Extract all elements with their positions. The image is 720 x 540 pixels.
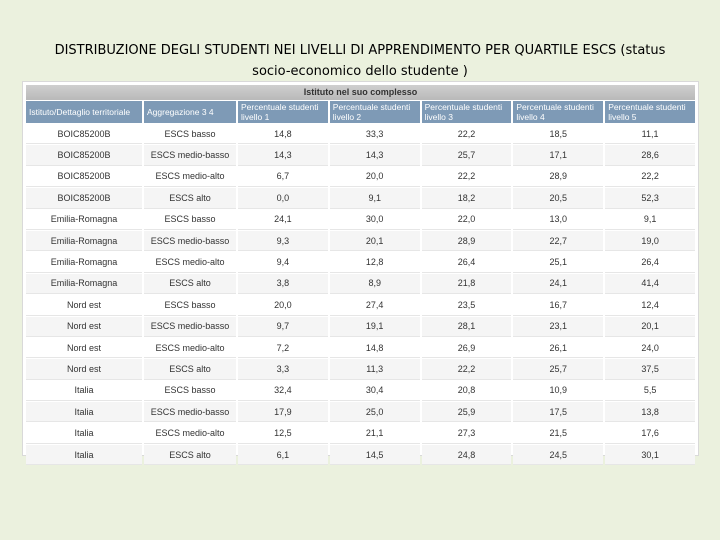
cell-livello-5: 52,3 — [605, 188, 695, 208]
cell-livello-3: 28,1 — [422, 317, 512, 337]
cell-territorio: Emilia-Romagna — [26, 231, 142, 251]
table-row — [26, 274, 695, 294]
table-row — [26, 402, 695, 422]
cell-livello-3: 23,5 — [422, 295, 512, 315]
column-header-livello-5: Percentuale studenti livello 5 — [605, 101, 695, 123]
cell-livello-2: 30,4 — [330, 381, 420, 401]
cell-livello-5: 37,5 — [605, 359, 695, 379]
cell-livello-1: 6,1 — [238, 445, 328, 465]
cell-livello-2: 33,3 — [330, 124, 420, 144]
cell-territorio: Italia — [26, 445, 142, 465]
cell-livello-3: 24,8 — [422, 445, 512, 465]
cell-livello-3: 22,2 — [422, 359, 512, 379]
table-row — [26, 359, 695, 379]
table-row — [26, 338, 695, 358]
cell-livello-4: 10,9 — [513, 381, 603, 401]
cell-livello-2: 9,1 — [330, 188, 420, 208]
cell-aggregazione: ESCS basso — [144, 295, 236, 315]
cell-territorio: BOIC85200B — [26, 188, 142, 208]
table-header-row — [26, 101, 695, 123]
column-header-livello-1: Percentuale studenti livello 1 — [238, 101, 328, 123]
cell-livello-2: 20,0 — [330, 167, 420, 187]
cell-livello-1: 3,8 — [238, 274, 328, 294]
cell-livello-1: 24,1 — [238, 210, 328, 230]
cell-territorio: Emilia-Romagna — [26, 210, 142, 230]
cell-livello-5: 24,0 — [605, 338, 695, 358]
cell-livello-4: 17,5 — [513, 402, 603, 422]
cell-livello-1: 14,3 — [238, 145, 328, 165]
cell-livello-3: 20,8 — [422, 381, 512, 401]
cell-livello-5: 30,1 — [605, 445, 695, 465]
cell-livello-1: 9,3 — [238, 231, 328, 251]
table-row — [26, 167, 695, 187]
cell-livello-3: 25,9 — [422, 402, 512, 422]
cell-livello-1: 12,5 — [238, 423, 328, 443]
cell-livello-2: 19,1 — [330, 317, 420, 337]
distribution-table — [24, 100, 697, 466]
cell-aggregazione: ESCS basso — [144, 124, 236, 144]
table-row — [26, 295, 695, 315]
cell-livello-5: 12,4 — [605, 295, 695, 315]
cell-territorio: Italia — [26, 381, 142, 401]
title-line-2: socio-economico dello studente ) — [252, 64, 468, 79]
cell-aggregazione: ESCS medio-basso — [144, 402, 236, 422]
cell-territorio: Nord est — [26, 338, 142, 358]
cell-aggregazione: ESCS alto — [144, 359, 236, 379]
cell-livello-5: 28,6 — [605, 145, 695, 165]
cell-livello-5: 13,8 — [605, 402, 695, 422]
cell-livello-4: 25,1 — [513, 252, 603, 272]
cell-territorio: BOIC85200B — [26, 124, 142, 144]
cell-livello-4: 28,9 — [513, 167, 603, 187]
table-row — [26, 145, 695, 165]
cell-aggregazione: ESCS alto — [144, 445, 236, 465]
cell-livello-1: 0,0 — [238, 188, 328, 208]
cell-aggregazione: ESCS medio-basso — [144, 231, 236, 251]
column-header-aggregazione: Aggregazione 3 4 — [144, 101, 236, 123]
cell-livello-4: 20,5 — [513, 188, 603, 208]
column-header-territorio: Istituto/Dettaglio territoriale — [26, 101, 142, 123]
cell-territorio: Italia — [26, 423, 142, 443]
cell-livello-3: 27,3 — [422, 423, 512, 443]
cell-livello-2: 14,5 — [330, 445, 420, 465]
cell-territorio: Nord est — [26, 295, 142, 315]
cell-livello-3: 22,2 — [422, 124, 512, 144]
cell-territorio: Emilia-Romagna — [26, 274, 142, 294]
cell-livello-2: 14,8 — [330, 338, 420, 358]
cell-livello-2: 30,0 — [330, 210, 420, 230]
group-header: Istituto nel suo complesso — [26, 85, 695, 100]
cell-livello-4: 24,5 — [513, 445, 603, 465]
cell-livello-3: 28,9 — [422, 231, 512, 251]
cell-aggregazione: ESCS basso — [144, 210, 236, 230]
cell-aggregazione: ESCS basso — [144, 381, 236, 401]
cell-livello-1: 17,9 — [238, 402, 328, 422]
cell-livello-4: 24,1 — [513, 274, 603, 294]
cell-territorio: Nord est — [26, 317, 142, 337]
cell-livello-1: 32,4 — [238, 381, 328, 401]
cell-aggregazione: ESCS medio-basso — [144, 317, 236, 337]
page-title — [20, 40, 700, 82]
cell-aggregazione: ESCS medio-alto — [144, 338, 236, 358]
cell-livello-2: 27,4 — [330, 295, 420, 315]
cell-aggregazione: ESCS medio-alto — [144, 423, 236, 443]
cell-livello-5: 5,5 — [605, 381, 695, 401]
cell-aggregazione: ESCS alto — [144, 188, 236, 208]
cell-livello-5: 26,4 — [605, 252, 695, 272]
cell-aggregazione: ESCS medio-basso — [144, 145, 236, 165]
cell-livello-4: 26,1 — [513, 338, 603, 358]
cell-livello-1: 9,4 — [238, 252, 328, 272]
cell-livello-3: 21,8 — [422, 274, 512, 294]
cell-livello-4: 23,1 — [513, 317, 603, 337]
cell-livello-5: 22,2 — [605, 167, 695, 187]
cell-livello-2: 14,3 — [330, 145, 420, 165]
table-row — [26, 423, 695, 443]
cell-livello-4: 18,5 — [513, 124, 603, 144]
table-row — [26, 252, 695, 272]
cell-territorio: Nord est — [26, 359, 142, 379]
cell-livello-3: 26,4 — [422, 252, 512, 272]
cell-livello-3: 18,2 — [422, 188, 512, 208]
cell-livello-1: 20,0 — [238, 295, 328, 315]
cell-aggregazione: ESCS medio-alto — [144, 167, 236, 187]
column-header-livello-2: Percentuale studenti livello 2 — [330, 101, 420, 123]
cell-livello-5: 20,1 — [605, 317, 695, 337]
table-row — [26, 124, 695, 144]
cell-livello-3: 22,2 — [422, 167, 512, 187]
cell-livello-5: 19,0 — [605, 231, 695, 251]
cell-livello-2: 20,1 — [330, 231, 420, 251]
table-row — [26, 445, 695, 465]
table-row — [26, 381, 695, 401]
cell-livello-3: 22,0 — [422, 210, 512, 230]
column-header-livello-3: Percentuale studenti livello 3 — [422, 101, 512, 123]
cell-livello-1: 7,2 — [238, 338, 328, 358]
column-header-livello-4: Percentuale studenti livello 4 — [513, 101, 603, 123]
cell-territorio: BOIC85200B — [26, 167, 142, 187]
cell-livello-4: 16,7 — [513, 295, 603, 315]
cell-territorio: Italia — [26, 402, 142, 422]
table-row — [26, 231, 695, 251]
cell-livello-4: 21,5 — [513, 423, 603, 443]
cell-livello-3: 25,7 — [422, 145, 512, 165]
cell-livello-2: 8,9 — [330, 274, 420, 294]
cell-livello-5: 41,4 — [605, 274, 695, 294]
cell-livello-2: 11,3 — [330, 359, 420, 379]
cell-livello-4: 25,7 — [513, 359, 603, 379]
cell-livello-3: 26,9 — [422, 338, 512, 358]
table-row — [26, 188, 695, 208]
cell-livello-4: 22,7 — [513, 231, 603, 251]
cell-livello-1: 14,8 — [238, 124, 328, 144]
table-row — [26, 210, 695, 230]
cell-livello-2: 25,0 — [330, 402, 420, 422]
cell-livello-4: 17,1 — [513, 145, 603, 165]
cell-territorio: Emilia-Romagna — [26, 252, 142, 272]
cell-livello-4: 13,0 — [513, 210, 603, 230]
cell-territorio: BOIC85200B — [26, 145, 142, 165]
cell-livello-1: 6,7 — [238, 167, 328, 187]
cell-livello-5: 11,1 — [605, 124, 695, 144]
data-table-panel — [22, 81, 699, 460]
cell-livello-5: 9,1 — [605, 210, 695, 230]
cell-aggregazione: ESCS medio-alto — [144, 252, 236, 272]
table-row — [26, 317, 695, 337]
cell-livello-2: 21,1 — [330, 423, 420, 443]
table-body — [26, 124, 695, 465]
cell-livello-5: 17,6 — [605, 423, 695, 443]
cell-livello-1: 3,3 — [238, 359, 328, 379]
cell-livello-2: 12,8 — [330, 252, 420, 272]
cell-aggregazione: ESCS alto — [144, 274, 236, 294]
cell-livello-1: 9,7 — [238, 317, 328, 337]
title-line-1: DISTRIBUZIONE DEGLI STUDENTI NEI LIVELLI DI APPRENDIMENTO PER QUARTILE ESCS (status — [54, 43, 666, 58]
